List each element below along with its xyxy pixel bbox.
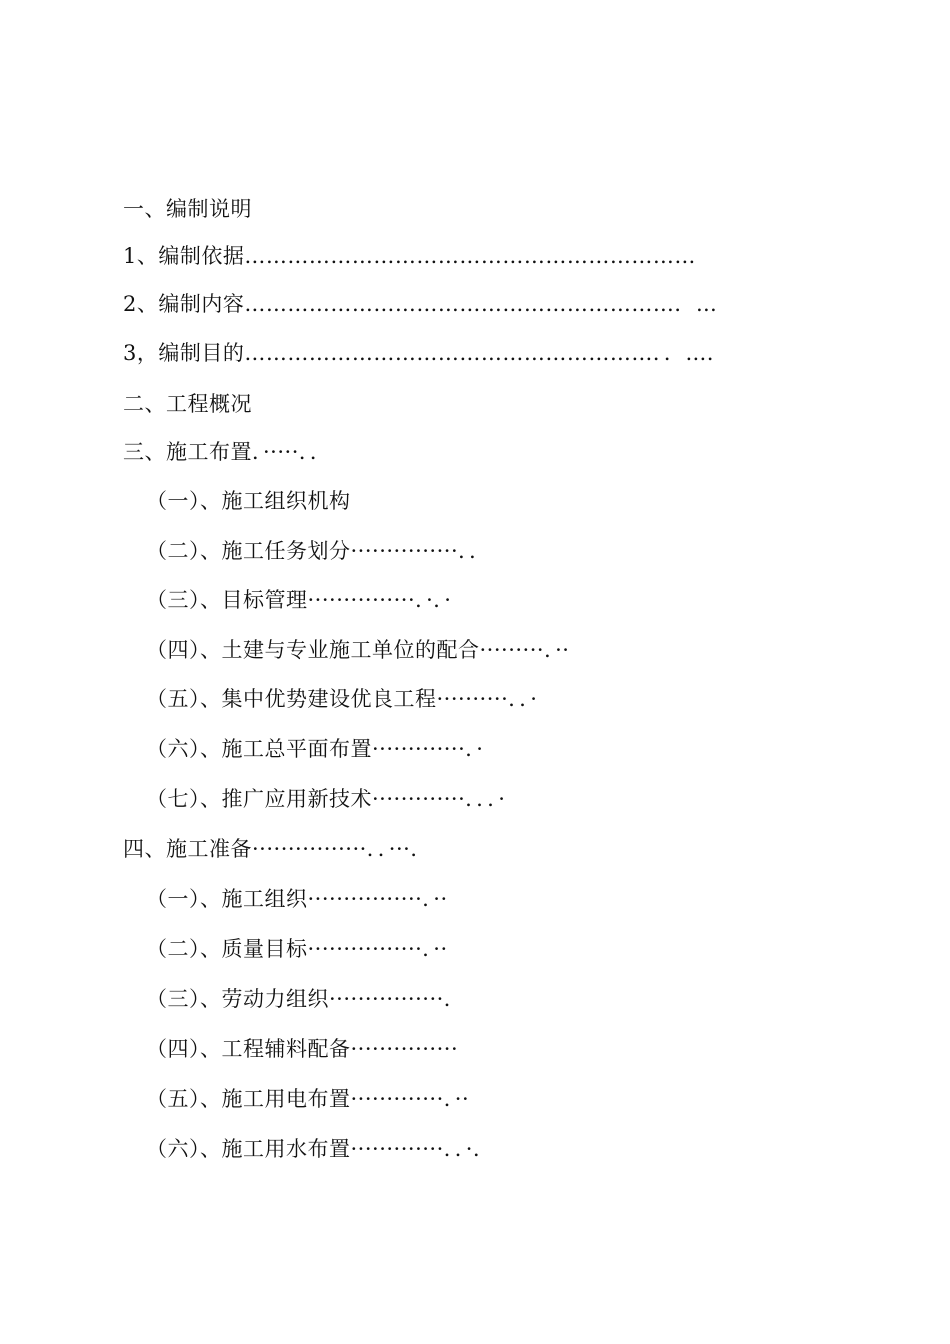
- toc-section-heading: 二、工程概况: [123, 392, 252, 416]
- toc-section-heading: 一、编制说明: [123, 197, 252, 221]
- toc-subentry: （七）、推广应用新技术·············．．．·: [146, 787, 506, 811]
- toc-subentry: （五）、施工用电布置·············．··: [146, 1087, 470, 1111]
- toc-subentry: （三）、目标管理···············．·．·: [146, 588, 452, 612]
- toc-subentry: （一）、施工组织················．··: [146, 887, 448, 911]
- toc-entry: 2、编制内容……………………………………………………．…: [123, 292, 718, 316]
- toc-subentry: （一）、施工组织机构: [146, 489, 351, 513]
- toc-entry: 3，编制目的…………………………………………………．．…．: [123, 341, 729, 365]
- toc-subentry: （六）、施工用水布置·············．．·．: [146, 1137, 495, 1161]
- toc-subentry: （四）、土建与专业施工单位的配合·········．··: [146, 638, 570, 662]
- toc-subentry: （二）、施工任务划分···············．．: [146, 539, 491, 563]
- toc-section-heading: 四、施工准备················．．···．: [123, 837, 432, 861]
- toc-section-heading: 三、施工布置．·····．．: [123, 440, 332, 464]
- toc-entry: 1、编制依据………………………………………………………: [123, 244, 696, 268]
- toc-subentry: （四）、工程辅料配备···············: [146, 1037, 459, 1061]
- toc-subentry: （三）、劳动力组织················．: [146, 987, 466, 1011]
- toc-subentry: （五）、集中优势建设优良工程··········．．·: [146, 687, 538, 711]
- toc-subentry: （二）、质量目标················．··: [146, 937, 448, 961]
- toc-subentry: （六）、施工总平面布置·············．·: [146, 737, 484, 761]
